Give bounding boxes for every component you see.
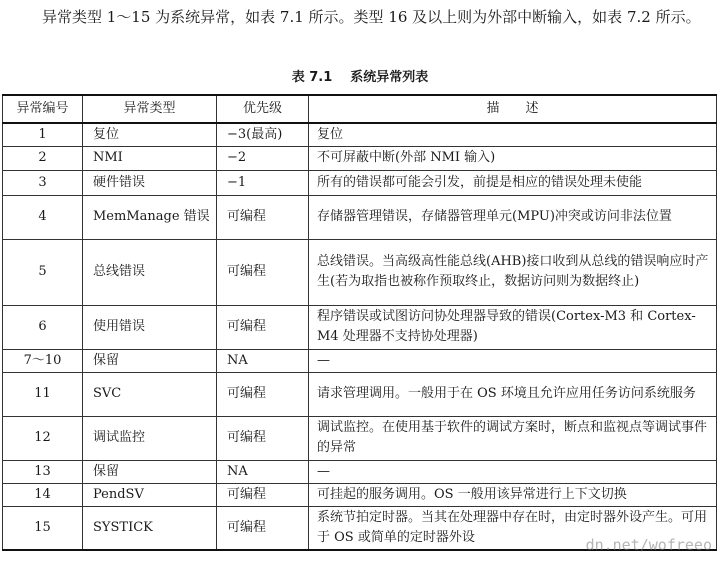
cell-priority: 可编程	[217, 483, 309, 506]
cell-description: 所有的错误都可能会引发，前提是相应的错误处理未使能	[309, 170, 717, 195]
cell-number: 11	[3, 372, 83, 416]
cell-description: 可挂起的服务调用。OS 一般用该异常进行上下文切换	[309, 483, 717, 506]
cell-description: —	[309, 349, 717, 372]
cell-priority: −3(最高)	[217, 123, 309, 146]
table-row	[3, 460, 717, 483]
cell-number: 4	[3, 195, 83, 239]
cell-type: 总线错误	[83, 239, 217, 305]
table-row	[3, 170, 717, 195]
table-number: 表 7.1	[291, 70, 333, 85]
cell-description: 调试监控。在使用基于软件的调试方案时，断点和监视点等调试事件的异常	[309, 416, 717, 460]
cell-priority: 可编程	[217, 416, 309, 460]
header-priority: 优先级	[217, 95, 309, 123]
table-row	[3, 372, 717, 416]
table-row	[3, 506, 717, 550]
cell-type: 硬件错误	[83, 170, 217, 195]
intro-paragraph: 异常类型 1～15 为系统异常，如表 7.1 所示。类型 16 及以上则为外部中断输入，如表 7.2 所示。	[42, 8, 701, 26]
cell-description: 程序错误或试图访问协处理器导致的错误(Cortex-M3 和 Cortex-M4 处理器不支持协处理器)	[309, 305, 717, 349]
cell-number: 1	[3, 123, 83, 146]
table-title: 系统异常列表	[350, 70, 429, 85]
table-row	[3, 239, 717, 305]
cell-number: 3	[3, 170, 83, 195]
cell-priority: 可编程	[217, 372, 309, 416]
header-exception-type: 异常类型	[83, 95, 217, 123]
cell-type: PendSV	[83, 483, 217, 506]
table-row	[3, 483, 717, 506]
cell-type: SYSTICK	[83, 506, 217, 550]
cell-number: 5	[3, 239, 83, 305]
table-row	[3, 123, 717, 146]
table-caption	[0, 66, 720, 85]
cell-priority: NA	[217, 349, 309, 372]
cell-description: 总线错误。当高级高性能总线(AHB)接口收到从总线的错误响应时产生(若为取指也被称作预取终止，数据访问则为数据终止)	[309, 239, 717, 305]
cell-type: 保留	[83, 460, 217, 483]
watermark: dn.net/wofreeo	[585, 536, 712, 554]
cell-priority: 可编程	[217, 506, 309, 550]
cell-type: 使用错误	[83, 305, 217, 349]
cell-type: SVC	[83, 372, 217, 416]
cell-priority: NA	[217, 460, 309, 483]
cell-number: 7～10	[3, 349, 83, 372]
header-description: 描 述	[309, 95, 717, 123]
cell-number: 15	[3, 506, 83, 550]
table-row	[3, 349, 717, 372]
system-exceptions-table	[2, 94, 717, 551]
cell-description: 系统节拍定时器。当其在处理器中存在时，由定时器外设产生。可用于 OS 或简单的定时器外设	[309, 506, 717, 550]
table-row	[3, 305, 717, 349]
cell-number: 13	[3, 460, 83, 483]
table-row	[3, 195, 717, 239]
cell-description: 请求管理调用。一般用于在 OS 环境且允许应用任务访问系统服务	[309, 372, 717, 416]
cell-type: NMI	[83, 146, 217, 170]
header-exception-number: 异常编号	[3, 95, 83, 123]
cell-type: MemManage 错误	[83, 195, 217, 239]
cell-priority: −2	[217, 146, 309, 170]
cell-type: 复位	[83, 123, 217, 146]
table-row	[3, 146, 717, 170]
cell-description: 存储器管理错误，存储器管理单元(MPU)冲突或访问非法位置	[309, 195, 717, 239]
cell-priority: 可编程	[217, 195, 309, 239]
cell-number: 6	[3, 305, 83, 349]
cell-type: 保留	[83, 349, 217, 372]
cell-priority: 可编程	[217, 305, 309, 349]
cell-priority: −1	[217, 170, 309, 195]
cell-number: 14	[3, 483, 83, 506]
cell-priority: 可编程	[217, 239, 309, 305]
cell-description: 复位	[309, 123, 717, 146]
cell-description: 不可屏蔽中断(外部 NMI 输入)	[309, 146, 717, 170]
cell-number: 2	[3, 146, 83, 170]
table-row	[3, 416, 717, 460]
header-row	[3, 95, 717, 123]
cell-number: 12	[3, 416, 83, 460]
cell-type: 调试监控	[83, 416, 217, 460]
cell-description: —	[309, 460, 717, 483]
